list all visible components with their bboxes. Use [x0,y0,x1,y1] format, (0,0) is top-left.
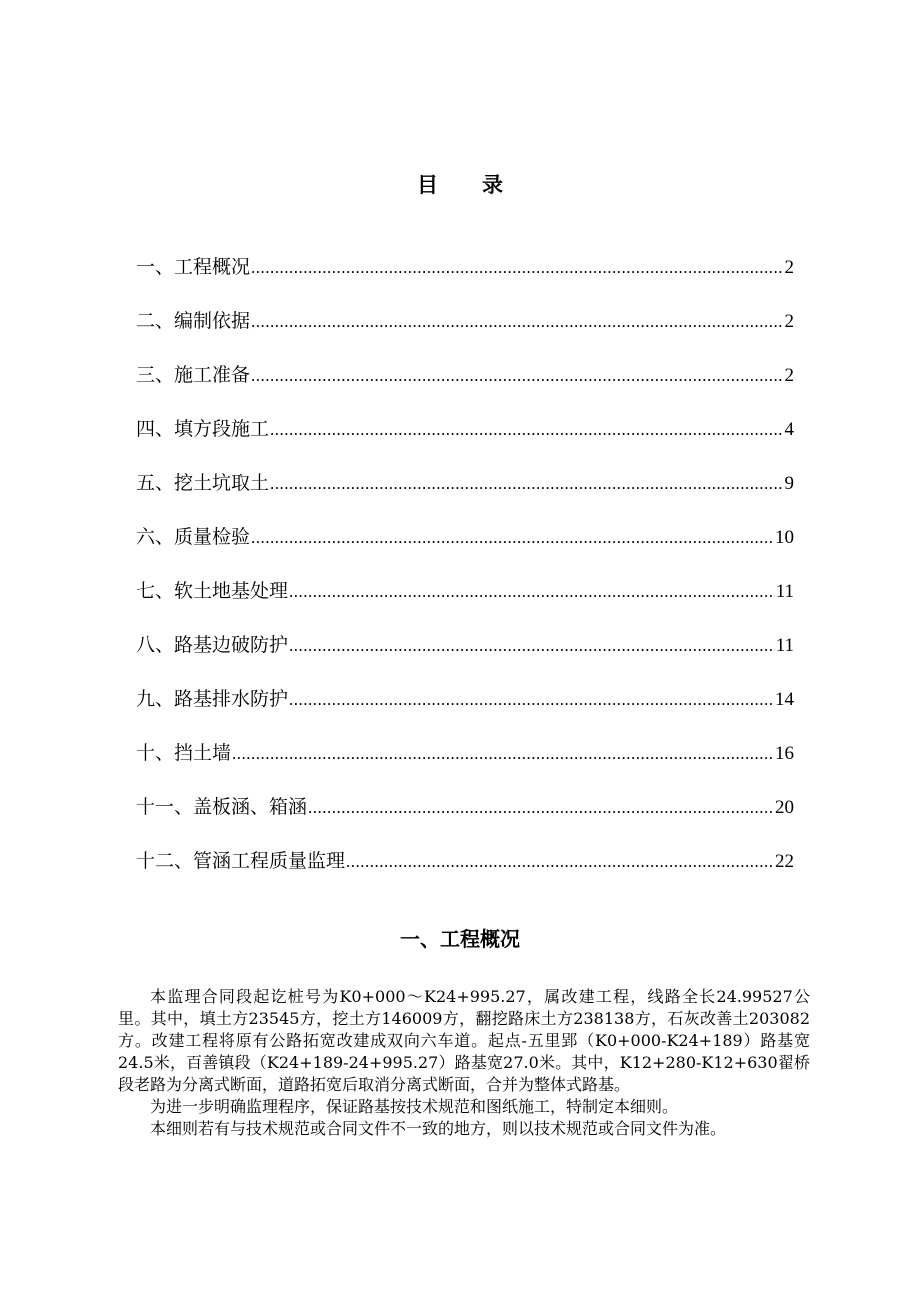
toc-title-char-1: 目 [417,172,438,197]
toc-entry-label: 八、路基边破防护 [136,634,289,656]
table-of-contents [136,253,794,901]
toc-entry[interactable] [136,577,794,631]
toc-entry[interactable] [136,253,794,307]
toc-dot-leader [270,416,783,444]
toc-dot-leader [270,470,783,498]
toc-entry[interactable] [136,793,794,847]
toc-entry-label: 十二、管涵工程质量监理 [136,850,346,872]
section-heading: 一、工程概况 [400,927,520,951]
toc-entry-page: 20 [775,797,794,818]
toc-entry-page: 11 [775,581,794,602]
toc-entry-label: 十一、盖板涵、箱涵 [136,796,308,818]
toc-entry[interactable] [136,361,794,415]
toc-entry-page: 2 [784,365,794,386]
toc-entry-page: 22 [775,851,794,872]
toc-entry-label: 四、填方段施工 [136,418,270,440]
toc-dot-leader [289,686,774,714]
toc-entry-page: 10 [775,527,794,548]
toc-entry-label: 十、挡土墙 [136,742,232,764]
toc-entry[interactable] [136,307,794,361]
toc-entry[interactable] [136,523,794,577]
toc-entry-page: 9 [784,473,794,494]
toc-title-char-2: 录 [482,172,503,197]
section-body [118,986,810,1140]
toc-entry[interactable] [136,739,794,793]
toc-entry[interactable] [136,847,794,901]
toc-entry-label: 二、编制依据 [136,310,251,332]
toc-entry[interactable] [136,415,794,469]
toc-dot-leader [251,524,774,552]
toc-dot-leader [251,362,783,390]
toc-entry-page: 11 [775,635,794,656]
toc-dot-leader [346,848,774,876]
toc-entry-page: 16 [775,743,794,764]
toc-dot-leader [289,632,775,660]
body-paragraph: 本监理合同段起讫桩号为K0+000～K24+995.27，属改建工程，线路全长24.99527公里。其中，填土方23545方，挖土方146009方，翻挖路床土方238138方，石灰改善土203082方。改建工程将原有公路拓宽改建成双向六车道。起点-五里郢（K0+000-K24+189）路基宽24.5米，百善镇段（K24+189-24+995.27）路基宽27.0米。其中，K12+280-K12+630翟桥段老路为分离式断面，道路拓宽后取消分离式断面，合并为整体式路基。 [118,987,810,1094]
toc-entry-page: 14 [775,689,794,710]
toc-dot-leader [289,578,775,606]
toc-entry-label: 七、软土地基处理 [136,580,289,602]
toc-dot-leader [251,308,783,336]
toc-dot-leader [232,740,774,768]
body-paragraph: 为进一步明确监理程序，保证路基按技术规范和图纸施工，特制定本细则。 [150,1097,679,1116]
toc-entry-page: 2 [784,257,794,278]
toc-entry-page: 4 [784,419,794,440]
toc-entry-label: 九、路基排水防护 [136,688,289,710]
toc-entry-label: 五、挖土坑取土 [136,472,270,494]
toc-entry-label: 六、质量检验 [136,526,251,548]
toc-entry[interactable] [136,685,794,739]
toc-dot-leader [251,254,783,282]
toc-entry-label: 三、施工准备 [136,364,251,386]
toc-dot-leader [308,794,774,822]
body-paragraph: 本细则若有与技术规范或合同文件不一致的地方，则以技术规范或合同文件为准。 [150,1119,727,1138]
toc-entry[interactable] [136,469,794,523]
toc-title [0,170,920,200]
toc-entry[interactable] [136,631,794,685]
toc-entry-label: 一、工程概况 [136,256,251,278]
toc-entry-page: 2 [784,311,794,332]
